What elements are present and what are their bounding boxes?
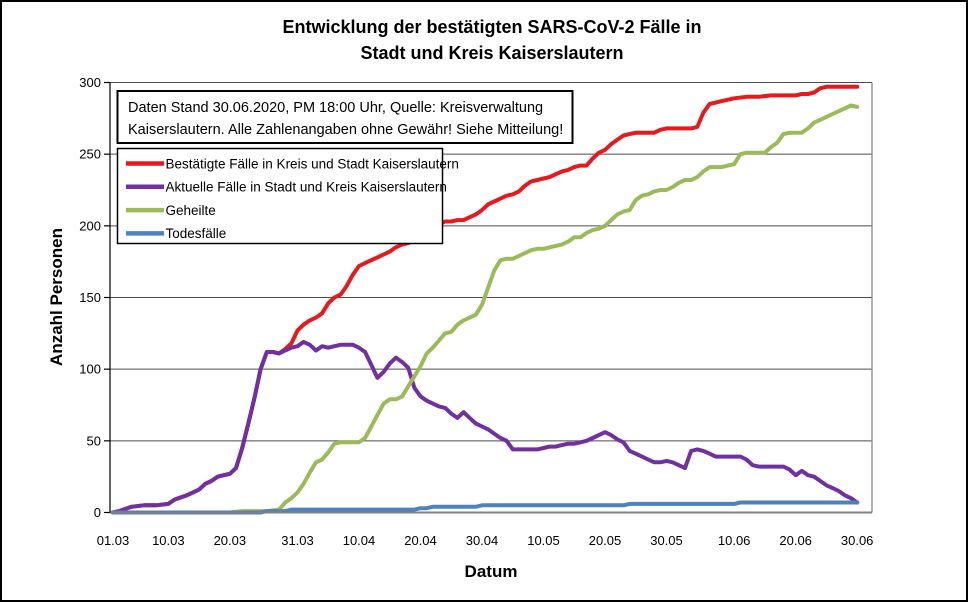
x-tick-label: 10.03	[152, 533, 185, 548]
x-axis-title: Datum	[464, 562, 518, 581]
annotation-text-line1: Daten Stand 30.06.2020, PM 18:00 Uhr, Quelle: Kreisverwaltung	[128, 100, 544, 116]
gridlines-group	[110, 83, 872, 513]
y-tick-label: 200	[79, 218, 101, 234]
chart-title-line2: Stadt und Kreis Kaiserslautern	[360, 43, 624, 63]
x-tick-label: 30.04	[465, 533, 499, 548]
x-tick-label: 30.06	[840, 533, 874, 548]
x-tick-label: 10.06	[717, 533, 751, 548]
chart-svg	[2, 2, 966, 600]
y-axis-title: Anzahl Personen	[47, 228, 66, 366]
legend-label-todesfaelle: Todesfälle	[165, 226, 227, 242]
x-tick-label: 20.05	[588, 533, 622, 548]
y-tick-label: 50	[86, 433, 101, 449]
annotation-box	[118, 91, 573, 143]
x-tick-label: 20.06	[779, 533, 812, 548]
x-tick-label: 10.04	[342, 533, 376, 548]
y-tick-label: 0	[93, 505, 101, 520]
legend-label-aktuelle-faelle: Aktuelle Fälle in Stadt und Kreis Kaiserslautern	[165, 179, 447, 195]
y-tick-label: 100	[79, 361, 101, 377]
x-tick-label: 31.03	[281, 533, 314, 548]
x-tick-label: 20.03	[213, 533, 247, 548]
y-tick-label: 150	[79, 290, 101, 305]
legend	[118, 149, 459, 244]
series-line-aktuelle-faelle	[113, 342, 857, 513]
x-tick-label: 20.04	[404, 533, 437, 548]
x-tick-label: 01.03	[96, 533, 130, 548]
legend-label-geheilte: Geheilte	[165, 202, 216, 218]
y-tick-label: 300	[79, 75, 101, 90]
y-tick-label: 250	[79, 146, 101, 162]
x-tick-label: 10.05	[527, 533, 560, 548]
x-tick-label: 30.05	[650, 533, 683, 548]
legend-label-bestaetigte-faelle: Bestätigte Fälle in Kreis und Stadt Kaiserslautern	[165, 156, 459, 172]
chart-title-line1: Entwicklung der bestätigten SARS-CoV-2 Fälle in	[282, 17, 702, 37]
annotation-text-line2: Kaiserslautern. Alle Zahlenangaben ohne Gewähr! Siehe Mitteilung!	[128, 122, 564, 138]
series-line-todesfaelle	[113, 503, 857, 513]
